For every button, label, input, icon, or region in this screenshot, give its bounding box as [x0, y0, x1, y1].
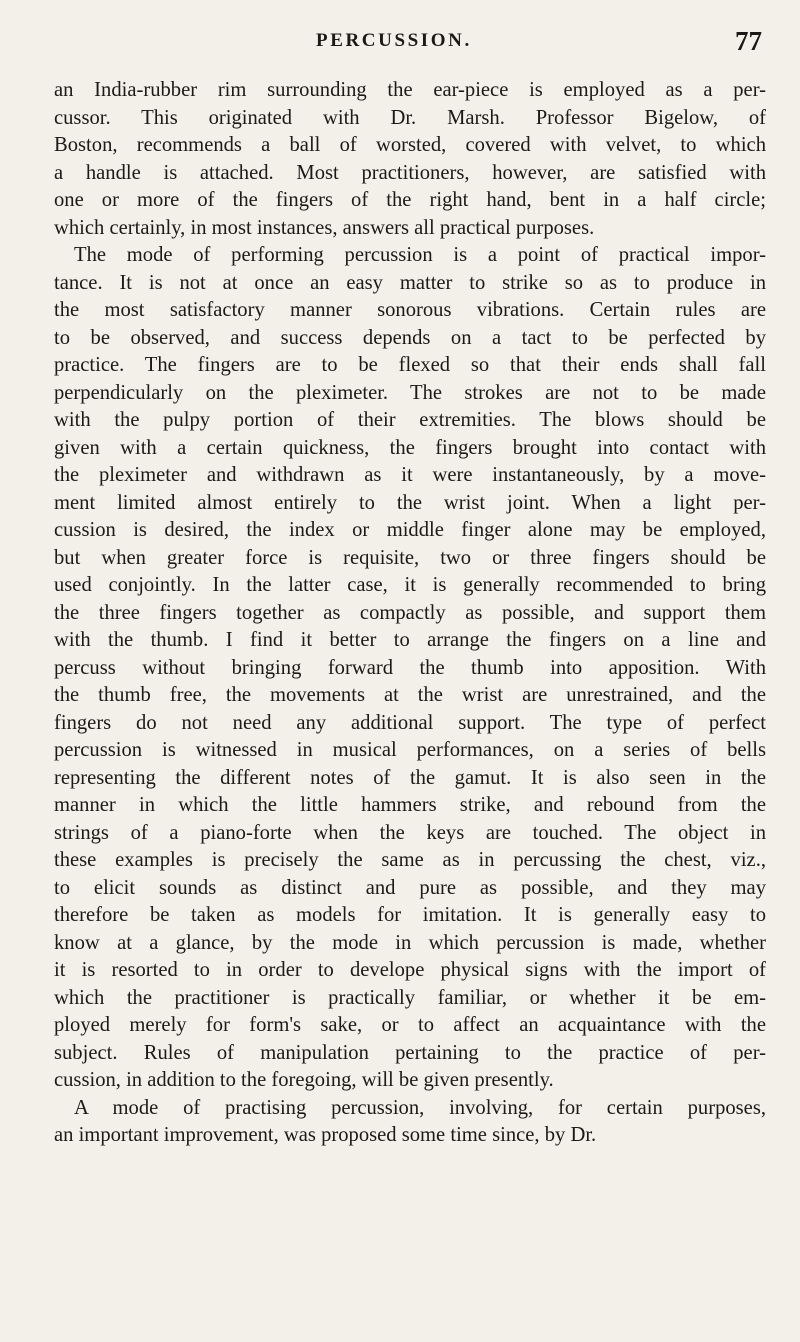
body-text [54, 77, 766, 1150]
text-line: with the pulpy portion of their extremities. The blows should be [54, 409, 766, 431]
text-line: manner in which the little hammers strike, and rebound from the [54, 794, 766, 816]
text-line: subject. Rules of manipulation pertaining to the practice of per- [54, 1041, 766, 1064]
paragraph-start-line: The mode of performing percussion is a point of practical impor- [74, 244, 766, 266]
text-line: perpendicularly on the pleximeter. The strokes are not to be made [54, 381, 766, 404]
text-line: it is resorted to in order to develope physical signs with the import of [54, 959, 766, 981]
text-line: given with a certain quickness, the fingers brought into contact with [54, 436, 766, 459]
text-line: a handle is attached. Most practitioners, however, are satisfied with [54, 161, 766, 184]
text-line: which the practitioner is practically familiar, or whether it be em- [54, 986, 766, 1009]
text-line: one or more of the fingers of the right hand, bent in a half circle; [54, 189, 766, 211]
text-line: ployed merely for form's sake, or to affect an acquaintance with the [54, 1014, 766, 1036]
text-line: to elicit sounds as distinct and pure as possible, and they may [54, 876, 766, 899]
text-line: an important improvement, was proposed some time since, by Dr. [54, 1124, 597, 1146]
text-line: the most satisfactory manner sonorous vibrations. Certain rules are [54, 299, 766, 321]
text-line: cussor. This originated with Dr. Marsh. Professor Bigelow, of [54, 106, 766, 129]
text-line: which certainly, in most instances, answers all practical purposes. [54, 216, 595, 239]
text-line: but when greater force is requisite, two or three fingers should be [54, 546, 766, 569]
text-line: representing the different notes of the gamut. It is also seen in the [54, 766, 766, 789]
paragraph-start-line: A mode of practising percussion, involving, for certain purposes, [74, 1096, 766, 1119]
text-line: cussion is desired, the index or middle finger alone may be employed, [54, 519, 766, 541]
text-line: to be observed, and success depends on a tact to be perfected by [54, 326, 766, 349]
text-line: the pleximeter and withdrawn as it were instantaneously, by a move- [54, 464, 766, 486]
text-line: the three fingers together as compactly as possible, and support them [54, 601, 766, 624]
page-number: 77 [735, 26, 762, 56]
text-line: practice. The fingers are to be flexed so that their ends shall fall [54, 354, 766, 376]
text-line: cussion, in addition to the foregoing, will be given presently. [54, 1069, 554, 1091]
text-line: the thumb free, the movements at the wrist are unrestrained, and the [54, 684, 766, 706]
running-title: PERCUSSION. [316, 30, 472, 51]
text-line: with the thumb. I find it better to arrange the fingers on a line and [54, 629, 766, 651]
text-line: fingers do not need any additional support. The type of perfect [54, 711, 766, 734]
text-line: percuss without bringing forward the thumb into apposition. With [54, 656, 766, 679]
running-head [54, 26, 764, 64]
text-line: used conjointly. In the latter case, it is generally recommended to bring [54, 574, 766, 596]
text-line: percussion is witnessed in musical performances, on a series of bells [54, 739, 766, 761]
text-line: an India-rubber rim surrounding the ear-piece is employed as a per- [54, 79, 766, 101]
text-line: these examples is precisely the same as in percussing the chest, viz., [54, 849, 766, 871]
text-line: ment limited almost entirely to the wrist joint. When a light per- [54, 491, 766, 514]
text-line: therefore be taken as models for imitation. It is generally easy to [54, 904, 766, 926]
text-line: Boston, recommends a ball of worsted, covered with velvet, to which [54, 134, 766, 156]
text-line: tance. It is not at once an easy matter to strike so as to produce in [54, 271, 766, 294]
text-line: know at a glance, by the mode in which percussion is made, whether [54, 931, 766, 954]
text-line: strings of a piano-forte when the keys are touched. The object in [54, 821, 766, 844]
